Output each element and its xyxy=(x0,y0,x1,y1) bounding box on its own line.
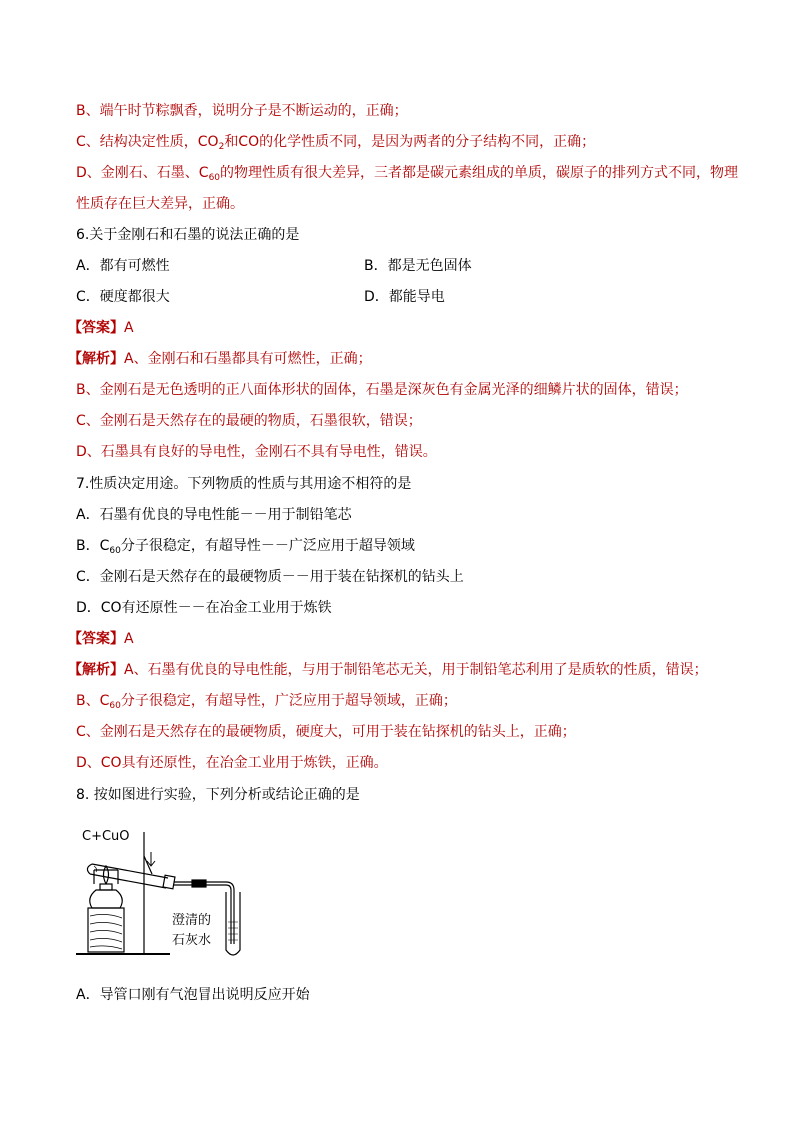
question-7-option-c: C．金刚石是天然存在的最硬物质－－用于装在钻探机的钻头上 xyxy=(76,569,464,585)
question-6-option-d: D．都能导电 xyxy=(364,289,445,305)
question-8-stem: 8. 按如图进行实验，下列分析或结论正确的是 xyxy=(76,787,360,803)
question-8-option-a: A．导管口刚有气泡冒出说明反应开始 xyxy=(76,987,310,1003)
analysis-line-c: C、结构决定性质，$CO_2$和CO的化学性质不同，是因为两者的分子结构不同，正确； xyxy=(76,134,596,152)
analysis-line-b: B、端午时节粽飘香，说明分子是不断运动的，正确； xyxy=(76,103,408,119)
question-6-option-a: A．都有可燃性 xyxy=(76,258,170,274)
figure-label-limewater-1: 澄清的 xyxy=(172,913,212,928)
alcohol-lamp xyxy=(90,866,123,908)
limewater-tube xyxy=(226,892,240,955)
iron-stand xyxy=(76,832,170,954)
arrow-icon xyxy=(147,852,155,866)
figure-label-reagent: C+CuO xyxy=(82,829,130,844)
wooden-block xyxy=(88,908,124,952)
question-6-analysis-c: C、金刚石是天然存在的最硬的物质，石墨很软，错误； xyxy=(76,413,422,429)
question-7-analysis-d: D、CO具有还原性，在冶金工业用于炼铁，正确。 xyxy=(76,755,388,771)
question-6-analysis-b: B、金刚石是无色透明的正八面体形状的固体，石墨是深灰色有金属光泽的细鳞片状的固体，错误； xyxy=(76,382,688,398)
figure-label-limewater-2: 石灰水 xyxy=(172,933,212,948)
question-6-option-c: C．硬度都很大 xyxy=(76,289,170,305)
question-7-answer: 【答案】A xyxy=(68,631,134,647)
question-7-option-d: D．CO有还原性－－在冶金工业用于炼铁 xyxy=(76,600,332,616)
question-6-answer: 【答案】A xyxy=(68,320,134,336)
question-7-analysis-c: C、金刚石是天然存在的最硬物质，硬度大，可用于装在钻探机的钻头上，正确； xyxy=(76,724,576,740)
question-6-analysis-d: D、石墨具有良好的导电性，金刚石不具有导电性，错误。 xyxy=(76,444,437,460)
question-6-stem: 6.关于金刚石和石墨的说法正确的是 xyxy=(76,227,300,243)
question-7-option-b: B．$C_{60}$分子很稳定，有超导性－－广泛应用于超导领域 xyxy=(76,538,415,556)
analysis-line-d-cont: 性质存在巨大差异，正确。 xyxy=(76,196,244,212)
question-7-option-a: A．石墨有优良的导电性能－－用于制铅笔芯 xyxy=(76,507,352,523)
question-7-analysis-a: 【解析】A、石墨有优良的导电性能，与用于制铅笔芯无关，用于制铅笔芯利用了是质软的性质，错误； xyxy=(68,662,708,678)
question-7-stem: 7.性质决定用途。下列物质的性质与其用途不相符的是 xyxy=(76,476,412,492)
question-6-option-b: B．都是无色固体 xyxy=(364,258,472,274)
analysis-line-d: D、金刚石、石墨、$C_{60}$的物理性质有很大差异，三者都是碳元素组成的单质，碳原子的排列方式不同，物理 xyxy=(76,165,739,183)
experiment-apparatus-figure xyxy=(76,826,251,966)
question-6-analysis-a: 【解析】A、金刚石和石墨都具有可燃性，正确； xyxy=(68,351,372,367)
question-7-analysis-b: B、$C_{60}$分子很稳定，有超导性，广泛应用于超导领域，正确； xyxy=(76,693,457,711)
